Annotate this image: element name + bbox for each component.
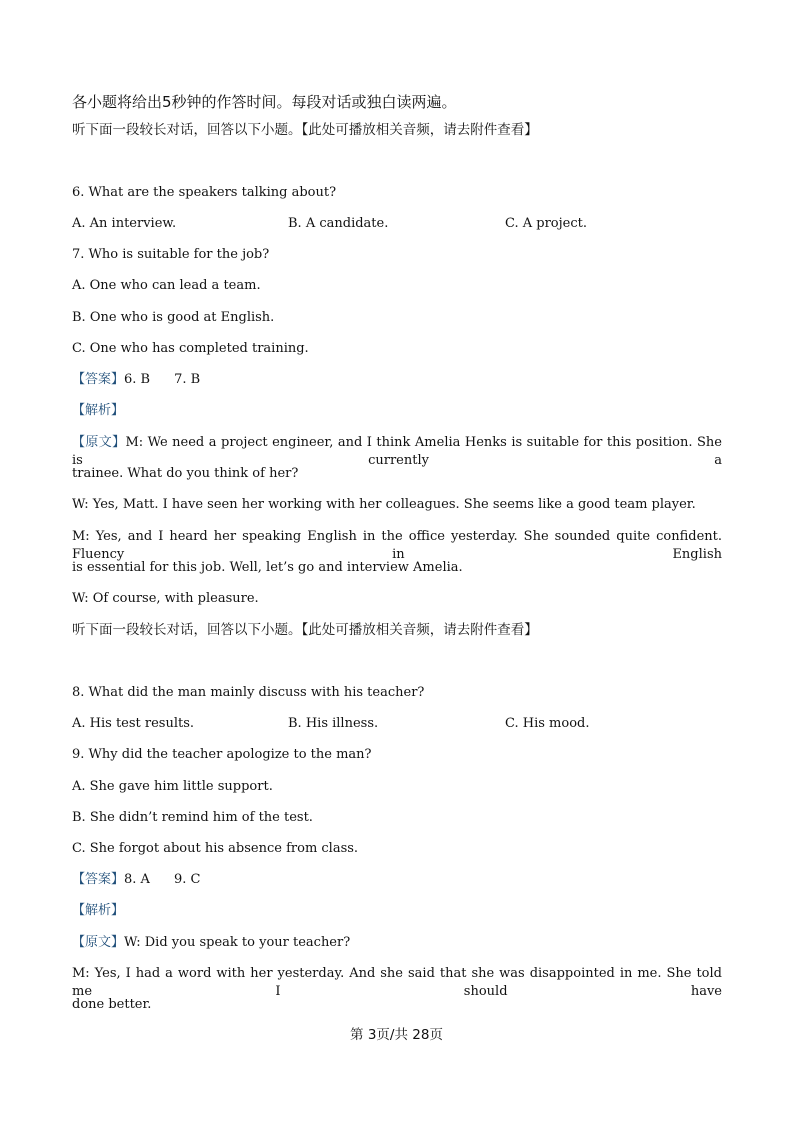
answer-6: 6. B	[124, 372, 151, 387]
question-9-stem: 9. Why did the teacher apologize to the man?	[72, 747, 372, 762]
question-8-option-a: A. His test results.	[72, 716, 195, 731]
analysis-tag: 【解析】	[72, 903, 125, 918]
transcript-line: 【原文】W: Did you speak to your teacher?	[72, 935, 351, 950]
page-footer: 第 3页/共 28页	[350, 1027, 443, 1043]
answer-line	[72, 871, 200, 889]
answer-7: 7. B	[174, 372, 201, 387]
transcript-line: 【原文】M: We need a project engineer, and I think Amelia Henks is suitable for this position. She is currently a	[72, 435, 722, 468]
transcript-line: M: Yes, and I heard her speaking English in the office yesterday. She sounded quite confident. Fluency in English	[72, 529, 722, 562]
listening-prompt: 听下面一段较长对话，回答以下小题。【此处可播放相关音频，请去附件查看】	[72, 122, 538, 138]
question-6-stem: 6. What are the speakers talking about?	[72, 185, 337, 200]
question-8-option-c: C. His mood.	[505, 716, 590, 731]
analysis-tag: 【解析】	[72, 403, 125, 418]
listening-prompt: 听下面一段较长对话，回答以下小题。【此处可播放相关音频，请去附件查看】	[72, 622, 538, 638]
transcript-line: M: Yes, I had a word with her yesterday. And she said that she was disappointed in me. She told me I should have	[72, 966, 722, 999]
answer-8: 8. A	[124, 872, 150, 887]
question-6-option-a: A. An interview.	[72, 216, 177, 231]
question-9-option-b: B. She didn’t remind him of the test.	[72, 810, 313, 825]
answer-tag: 【答案】	[72, 872, 125, 887]
question-8-stem: 8. What did the man mainly discuss with his teacher?	[72, 685, 425, 700]
transcript-line: W: Of course, with pleasure.	[72, 591, 259, 606]
question-9-option-c: C. She forgot about his absence from class.	[72, 841, 359, 856]
transcript-tag: 【原文】	[72, 435, 126, 450]
question-7-option-b: B. One who is good at English.	[72, 310, 275, 325]
answer-9: 9. C	[173, 872, 201, 887]
transcript-line: W: Yes, Matt. I have seen her working with her colleagues. She seems like a good team player.	[72, 497, 696, 512]
question-6-option-c: C. A project.	[505, 216, 587, 231]
answer-line	[72, 371, 200, 389]
answer-tag: 【答案】	[72, 372, 125, 387]
question-7-option-c: C. One who has completed training.	[72, 341, 309, 356]
transcript-tag: 【原文】	[72, 935, 125, 950]
question-9-option-a: A. She gave him little support.	[72, 779, 273, 794]
transcript-line: trainee. What do you think of her?	[72, 466, 299, 481]
transcript-line: done better.	[72, 997, 152, 1012]
question-8-option-b: B. His illness.	[288, 716, 379, 731]
question-6-option-b: B. A candidate.	[288, 216, 389, 231]
section-instruction: 各小题将给出5秒钟的作答时间。每段对话或独白读两遍。	[72, 93, 457, 111]
question-7-option-a: A. One who can lead a team.	[72, 278, 261, 293]
question-7-stem: 7. Who is suitable for the job?	[72, 247, 270, 262]
transcript-line: is essential for this job. Well, let’s go and interview Amelia.	[72, 560, 463, 575]
